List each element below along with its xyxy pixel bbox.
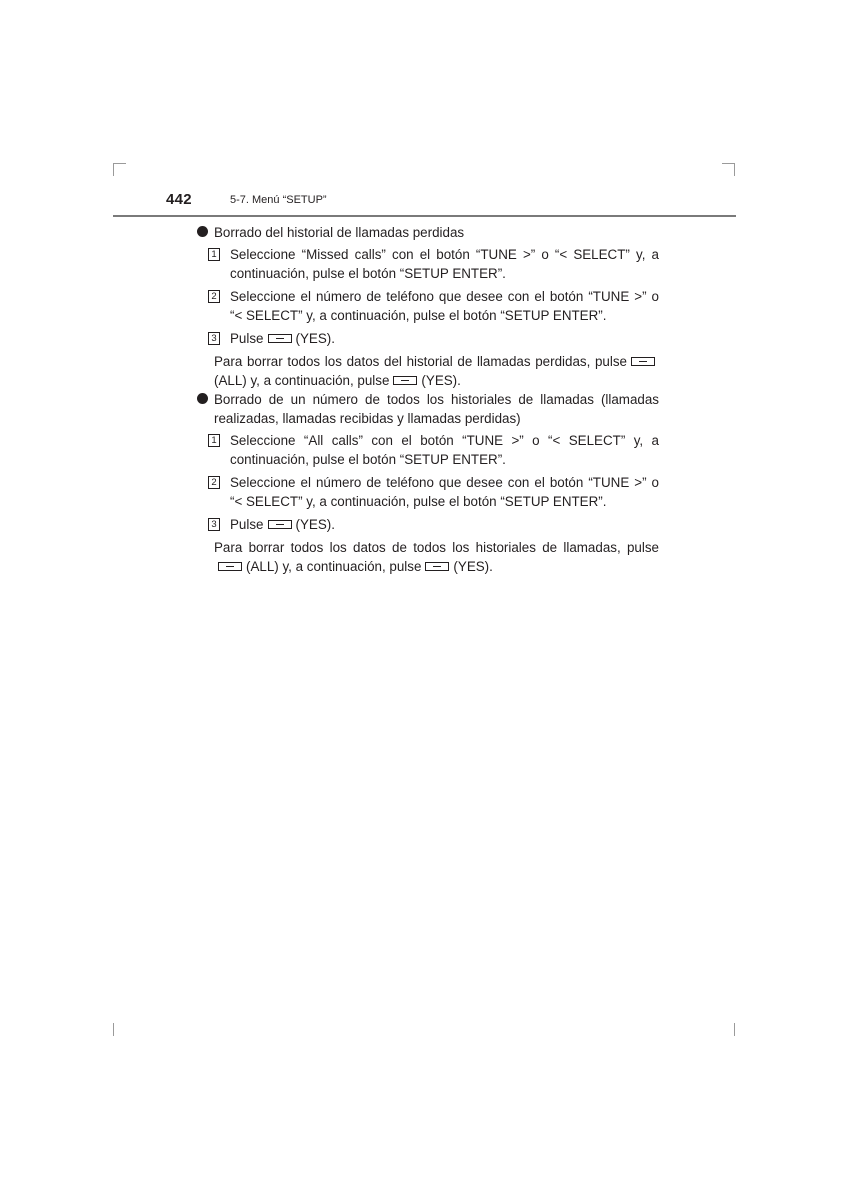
page-content	[196, 223, 659, 576]
note-part-1: Para borrar todos los datos de todos los historiales de llamadas, pulse	[214, 540, 659, 555]
bullet-dot-icon	[197, 393, 208, 404]
step-number: 3	[208, 518, 220, 531]
button-icon	[268, 334, 292, 343]
note-text	[196, 538, 659, 576]
step-text-pre: Pulse	[230, 517, 264, 532]
step-number: 3	[208, 332, 220, 345]
step-text-post: (YES).	[295, 517, 335, 532]
bullet-heading-text: Borrado de un número de todos los historiales de llamadas (llamadas realizadas, llamadas recibidas y llamadas perdidas)	[214, 392, 659, 426]
step-item	[196, 431, 659, 469]
bullet-heading	[196, 223, 659, 242]
button-icon	[631, 357, 655, 366]
note-text	[196, 352, 659, 390]
note-part-2: (ALL) y, a continuación, pulse	[246, 559, 422, 574]
step-text: Seleccione el número de teléfono que desee con el botón “TUNE >” o “< SELECT” y, a continuación, pulse el botón “SETUP ENTER”.	[230, 289, 659, 323]
bullet-heading	[196, 390, 659, 428]
crop-mark-bottom-left-v	[113, 1023, 114, 1036]
button-icon	[393, 376, 417, 385]
step-item	[196, 329, 659, 348]
step-item	[196, 473, 659, 511]
step-item	[196, 287, 659, 325]
header-divider	[113, 215, 736, 217]
bullet-dot-icon	[197, 226, 208, 237]
note-part-3: (YES).	[453, 559, 493, 574]
bullet-heading-text: Borrado del historial de llamadas perdidas	[214, 225, 465, 240]
note-part-2: (ALL) y, a continuación, pulse	[214, 373, 390, 388]
page-number: 442	[166, 191, 192, 208]
step-number: 1	[208, 434, 220, 447]
step-text: Seleccione “Missed calls” con el botón “TUNE >” o “< SELECT” y, a continuación, pulse el botón “SETUP ENTER”.	[230, 247, 659, 281]
crop-mark-top-right-v	[734, 163, 735, 176]
section-title: 5-7. Menú “SETUP”	[230, 194, 327, 206]
crop-mark-top-left-h	[113, 163, 126, 164]
step-number: 2	[208, 476, 220, 489]
step-text: Seleccione “All calls” con el botón “TUNE >” o “< SELECT” y, a continuación, pulse el botón “SETUP ENTER”.	[230, 433, 659, 467]
step-text-post: (YES).	[295, 331, 335, 346]
step-item	[196, 245, 659, 283]
crop-mark-bottom-right-v	[734, 1023, 735, 1036]
button-icon	[268, 520, 292, 529]
step-item	[196, 515, 659, 534]
note-part-1: Para borrar todos los datos del historial de llamadas perdidas, pulse	[214, 354, 627, 369]
step-number: 2	[208, 290, 220, 303]
button-icon	[218, 562, 242, 571]
step-number: 1	[208, 248, 220, 261]
step-text: Seleccione el número de teléfono que desee con el botón “TUNE >” o “< SELECT” y, a continuación, pulse el botón “SETUP ENTER”.	[230, 475, 659, 509]
note-part-3: (YES).	[421, 373, 461, 388]
button-icon	[425, 562, 449, 571]
crop-mark-top-left-v	[113, 163, 114, 176]
step-text-pre: Pulse	[230, 331, 264, 346]
